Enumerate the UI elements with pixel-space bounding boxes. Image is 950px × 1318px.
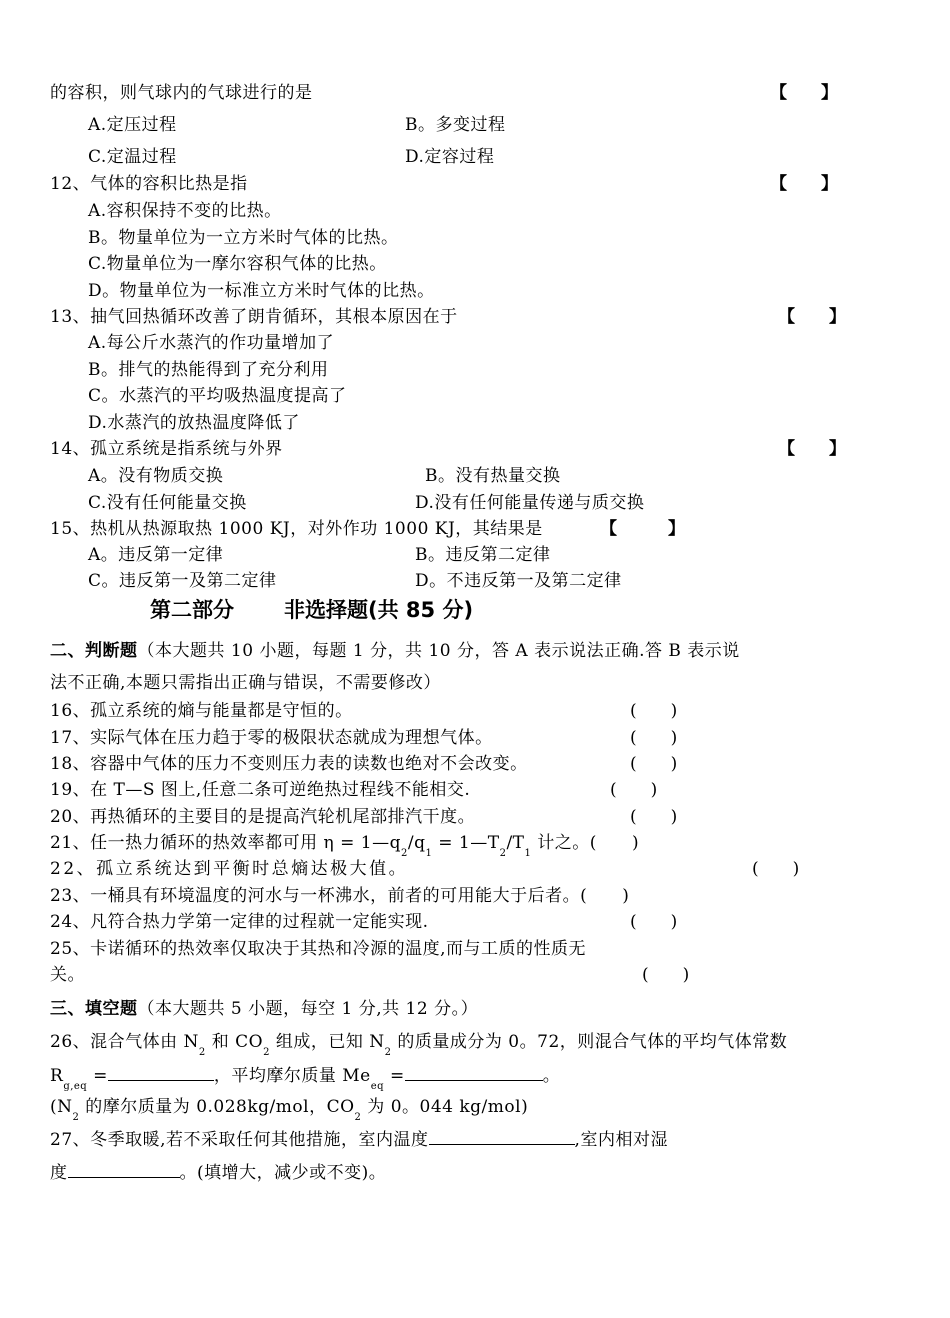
q26-line3: ($N_2$ 的摩尔质量为 0.028kg/mol，$CO_2$ 为 0。044 kg/mol) [50, 1097, 529, 1123]
q22-text: 22、孤立系统达到平衡时总熵达极大值。 [50, 859, 409, 879]
q14-option-b: B。没有热量交换 [425, 466, 561, 486]
q22-answer-paren: ( ) [752, 859, 800, 879]
q16-answer-paren: ( ) [630, 701, 678, 721]
q12-option-d: D。物量单位为一标准立方米时气体的比热。 [88, 281, 435, 301]
sec2-description: （本大题共 10 小题，每题 1 分，共 10 分，答 A 表示说法正确.答 B 表示说 [137, 641, 740, 661]
q13-option-d: D.水蒸汽的放热温度降低了 [88, 413, 300, 433]
q19-text: 19、在 T—S 图上,任意二条可逆绝热过程线不能相交. [50, 780, 471, 800]
q24-text: 24、凡符合热力学第一定律的过程就一定能实现. [50, 912, 429, 932]
q21-text: 21、任一热力循环的热效率都可用 $\eta = 1—q_2/q_1$ = $1—T_2/T_1$ 计之。( ) [50, 833, 640, 859]
q26-line1: 26、混合气体由 $N_2$ 和 $CO_2$ 组成，已知 $N_2$ 的质量成分为 0。72，则混合气体的平均气体常数 [50, 1032, 788, 1058]
q14-stem: 14、孤立系统是指系统与外界 [50, 439, 283, 459]
q15-stem: 15、热机从热源取热 1000 KJ，对外作功 1000 KJ，其结果是 [50, 519, 543, 539]
q27-blank-temperature[interactable] [429, 1128, 575, 1145]
q13-option-a: A.每公斤水蒸汽的作功量增加了 [88, 333, 335, 353]
q12-answer-bracket: 【 】 [770, 174, 838, 194]
q18-text: 18、容器中气体的压力不变则压力表的读数也绝对不会改变。 [50, 754, 528, 774]
q27-line1: 27、冬季取暖,若不采取任何其他措施，室内温度 ,室内相对湿 [50, 1130, 668, 1150]
q24-answer-paren: ( ) [630, 912, 678, 932]
q14-answer-bracket: 【 】 [778, 439, 846, 459]
sec2-description-cont: 法不正确,本题只需指出正确与错误，不需要修改） [50, 673, 441, 693]
q26-line2: $R_{g,eq}$ = ，平均摩尔质量 $Me_{eq}$ = 。 [50, 1066, 561, 1092]
q11-answer-bracket: 【 】 [770, 83, 838, 103]
q13-option-b: B。排气的热能得到了充分利用 [88, 360, 329, 380]
q15-option-c: C。违反第一及第二定律 [88, 571, 277, 591]
q11-stem: 的容积，则气球内的气球进行的是 [50, 83, 313, 103]
q12-option-a: A.容积保持不变的比热。 [88, 201, 282, 221]
q11-option-a: A.定压过程 [88, 115, 177, 135]
q11-option-c: C.定温过程 [88, 147, 177, 167]
q25-text-cont: 关。 [50, 965, 85, 985]
sec3-heading: 三、填空题 [50, 999, 138, 1019]
q11-option-d: D.定容过程 [405, 147, 495, 167]
q18-answer-paren: ( ) [630, 754, 678, 774]
q23-text: 23、一桶具有环境温度的河水与一杯沸水，前者的可用能大于后者。( ) [50, 886, 630, 906]
q27-line2: 度 。(填增大，减少或不变)。 [50, 1163, 387, 1183]
q15-option-d: D。不违反第一及第二定律 [415, 571, 622, 591]
sec2-heading: 二、判断题 [50, 641, 138, 661]
q20-answer-paren: ( ) [630, 807, 678, 827]
q12-stem: 12、气体的容积比热是指 [50, 174, 248, 194]
q20-text: 20、再热循环的主要目的是提高汽轮机尾部排汽干度。 [50, 807, 476, 827]
q27-blank-humidity[interactable] [68, 1161, 180, 1178]
part2-title [150, 597, 473, 623]
sec3-header [50, 998, 478, 1020]
q13-option-c: C。水蒸汽的平均吸热温度提高了 [88, 386, 347, 406]
q14-option-a: A。没有物质交换 [88, 466, 224, 486]
part2-title-b: 非选择题(共 85 分) [284, 598, 474, 622]
q15-answer-bracket: 【 】 [600, 519, 685, 539]
q17-answer-paren: ( ) [630, 728, 678, 748]
q15-option-b: B。违反第二定律 [415, 545, 551, 565]
q12-option-b: B。物量单位为一立方米时气体的比热。 [88, 228, 399, 248]
q19-answer-paren: ( ) [610, 780, 658, 800]
q14-option-d: D.没有任何能量传递与质交换 [415, 493, 645, 513]
q17-text: 17、实际气体在压力趋于零的极限状态就成为理想气体。 [50, 728, 493, 748]
sec3-description: （本大题共 5 小题，每空 1 分,共 12 分。） [137, 999, 479, 1019]
q16-text: 16、孤立系统的熵与能量都是守恒的。 [50, 701, 353, 721]
sec2-header [50, 640, 740, 662]
q11-option-b: B。多变过程 [405, 115, 506, 135]
q13-answer-bracket: 【 】 [778, 307, 846, 327]
q26-blank-rg[interactable] [108, 1064, 214, 1081]
q15-option-a: A。违反第一定律 [88, 545, 224, 565]
q25-text: 25、卡诺循环的热效率仅取决于其热和冷源的温度,而与工质的性质无 [50, 939, 587, 959]
q12-option-c: C.物量单位为一摩尔容积气体的比热。 [88, 254, 387, 274]
q25-answer-paren: ( ) [642, 965, 690, 985]
q14-option-c: C.没有任何能量交换 [88, 493, 247, 513]
part2-title-a: 第二部分 [150, 598, 234, 622]
q13-stem: 13、抽气回热循环改善了朗肯循环，其根本原因在于 [50, 307, 458, 327]
q26-blank-me[interactable] [405, 1064, 543, 1081]
